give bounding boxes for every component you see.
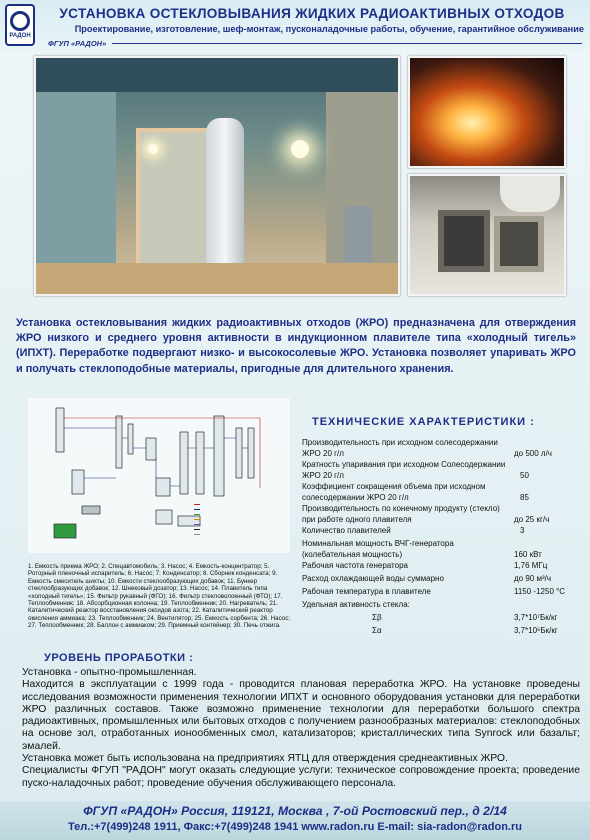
spec-label: Рабочая частота генератора — [302, 561, 408, 570]
spec-label: Коэффициент сокращения объема при исходном солесодержании ЖРО 20 г/л — [302, 482, 486, 502]
spec-label: Расход охлаждающей воды суммарно — [302, 574, 444, 583]
divider — [112, 43, 582, 44]
spec-row — [302, 482, 580, 504]
page-subtitle: Проектирование, изготовление, шеф-монтаж, пусконаладочные работы, обучение, гарантийное обслуживание — [74, 24, 584, 34]
spec-value: 1150 -1250 °С — [514, 587, 566, 596]
melter-14 — [156, 478, 170, 496]
spec-row — [302, 587, 580, 600]
specs-title-text: ТЕХНИЧЕСКИЕ ХАРАКТЕРИСТИКИ — [312, 416, 527, 428]
spec-label: Рабочая температура в плавителе — [302, 587, 431, 596]
spec-row — [302, 438, 580, 460]
spec-value: 160 кВт — [514, 550, 542, 559]
condenser-7 — [128, 424, 133, 454]
spec-row — [302, 613, 580, 626]
radon-logo — [5, 4, 35, 46]
tank-4 — [72, 470, 84, 494]
spec-row — [302, 460, 580, 482]
level-title-text: УРОВЕНЬ ПРОРАБОТКИ — [44, 652, 186, 664]
spec-value: 50 — [520, 471, 529, 480]
process-flow-diagram — [28, 398, 290, 553]
intro-paragraph: Установка остекловывания жидких радиоактивных отходов (ЖРО) предназначена для отверждения ЖРО низкого и среднего уровня активности в индукционном плавителе типа «холодный тигель» (ИПХТ). Переработке подвергают низко- и высокосолевые ЖРО. Установка позволяет упаривать ЖРО и получать стеклоподобные материалы, пригодные для длительного хранения. — [16, 317, 576, 375]
spec-row — [302, 626, 580, 639]
reactor-22 — [248, 428, 254, 478]
tank-8 — [54, 524, 76, 538]
spec-label: Производительность при исходном солесодержании ЖРО 20 г/л — [302, 438, 498, 458]
spec-row — [302, 504, 580, 526]
logo-emblem-icon — [10, 11, 30, 31]
specs-table — [302, 438, 580, 639]
spec-label: Количество плавителей — [302, 526, 391, 535]
spec-row — [302, 561, 580, 574]
facility-photo — [34, 56, 400, 296]
container-29 — [156, 510, 172, 524]
spec-row — [302, 539, 580, 561]
spec-value: 3,7*10⁶Бк/кг — [514, 626, 558, 635]
footer-contacts: Тел.:+7(499)248 1911, Факс:+7(499)248 1941 www.radon.ru E-mail: sia-radon@radon.ru — [68, 821, 522, 833]
level-paragraph-2: Находится в эксплуатации с 1999 года - проводится плановая переработка ЖРО. На установке проведены исследования возможности применения технологии ИПХТ и основного оборудования установки для переработки ЖРО различных составов. Также возможно применение технологии для переработки большого спектра радиоактивных, промышленных или бытовых отходов с получением разнообразных материалов: стеклоподобных на основе зол, отработанных ионообменных смол, катализаторов; кристаллических типа Synrock или базальт; эмалей. — [22, 679, 580, 752]
org-tag: ФГУП «РАДОН» — [48, 39, 107, 48]
evaporator-5 — [116, 416, 122, 468]
spec-label: Σβ — [372, 613, 382, 622]
glass-blocks-photo — [408, 174, 566, 296]
specs-title: ТЕХНИЧЕСКИЕ ХАРАКТЕРИСТИКИ : — [312, 416, 535, 428]
spec-value: 3 — [520, 526, 525, 535]
diagram-caption: 1. Емкость приема ЖРО; 2. Спецавтомобиль; 3. Насос; 4. Емкость-концентратор; 5. Роторный пленочный испаритель; 6. Насос; 7. Конденсатор; 8. Сборник конденсата; 9. Емкость смеситель шихты; 10. Емкости стеклообразующих добавок; 11. Бункер стеклообразующих добавок; 12. Шнековый дозатор; 13. Насос; 14. Плавитель типа «холодный тигель»; 15. Фильтр рукавный (ФГО); 16. Фильтр стекловолокнный (ФТО); 17. Теплообменник; 18. Абсорбционная колонна; 19. Теплообменник; 20. Нагреватель; 21. Каталитический реактор восстановления оксидов азота; 22. Каталитический реактор окисления аммиака; 23. Теплообменник; 24. Вентилятор; 25. Емкость сорбента; 26. Насос; 27. Теплообменник; 28. Баллон с аммиаком; 29. Приемный контейнер; 30. Печь отжига. — [28, 563, 291, 630]
reactor-21 — [236, 428, 242, 478]
spec-value: 3,7*10⁷Бк/кг — [514, 613, 558, 622]
spec-value: 1,76 МГц — [514, 561, 548, 570]
spec-value: до 90 м³/ч — [514, 574, 552, 583]
spec-label: Удельная активность стекла: — [302, 600, 410, 609]
filter-16 — [196, 432, 204, 494]
level-paragraph-3: Установка может быть использована на предприятиях ЯТЦ для отверждения среднеактивных ЖРО. — [22, 753, 508, 765]
spec-label: Производительность по конечному продукту (стекло) при работе одного плавителя — [302, 504, 500, 524]
column-18 — [214, 416, 224, 496]
spec-value: 85 — [520, 493, 529, 502]
hopper-11 — [146, 438, 156, 460]
spec-row — [302, 526, 580, 539]
spec-value: до 500 л/ч — [514, 449, 552, 458]
spec-row — [302, 600, 580, 613]
level-paragraph-4: Специалисты ФГУП "РАДОН" могут оказать следующие услуги: техническое сопровождение проекта; проведение пуско-наладочных работ; проведение обучения обслуживающего персонала. — [22, 765, 580, 789]
spec-label: Кратность упаривания при исходном Солесодержании ЖРО 20 г/л — [302, 460, 506, 480]
page-title: УСТАНОВКА ОСТЕКЛОВЫВАНИЯ ЖИДКИХ РАДИОАКТИВНЫХ ОТХОДОВ — [59, 6, 565, 21]
logo-text: РАДОН — [9, 33, 31, 39]
level-title: УРОВЕНЬ ПРОРАБОТКИ : — [44, 652, 194, 664]
tank-1 — [56, 408, 64, 452]
spec-value: до 25 кг/ч — [514, 515, 550, 524]
spec-label: Σα — [372, 626, 382, 635]
spec-label: Номинальная мощность ВЧГ-генератора (колебательная мощность) — [302, 539, 454, 559]
footer-address: ФГУП «РАДОН» Россия, 119121, Москва , 7-ой Ростовский пер., д 2/14 — [83, 804, 507, 818]
spec-row — [302, 574, 580, 587]
level-body — [22, 667, 580, 790]
truck-2 — [82, 506, 100, 514]
glass-pouring-photo — [408, 56, 566, 168]
level-paragraph-1: Установка - опытно-промышленная. — [22, 667, 197, 678]
filter-15 — [180, 432, 188, 494]
